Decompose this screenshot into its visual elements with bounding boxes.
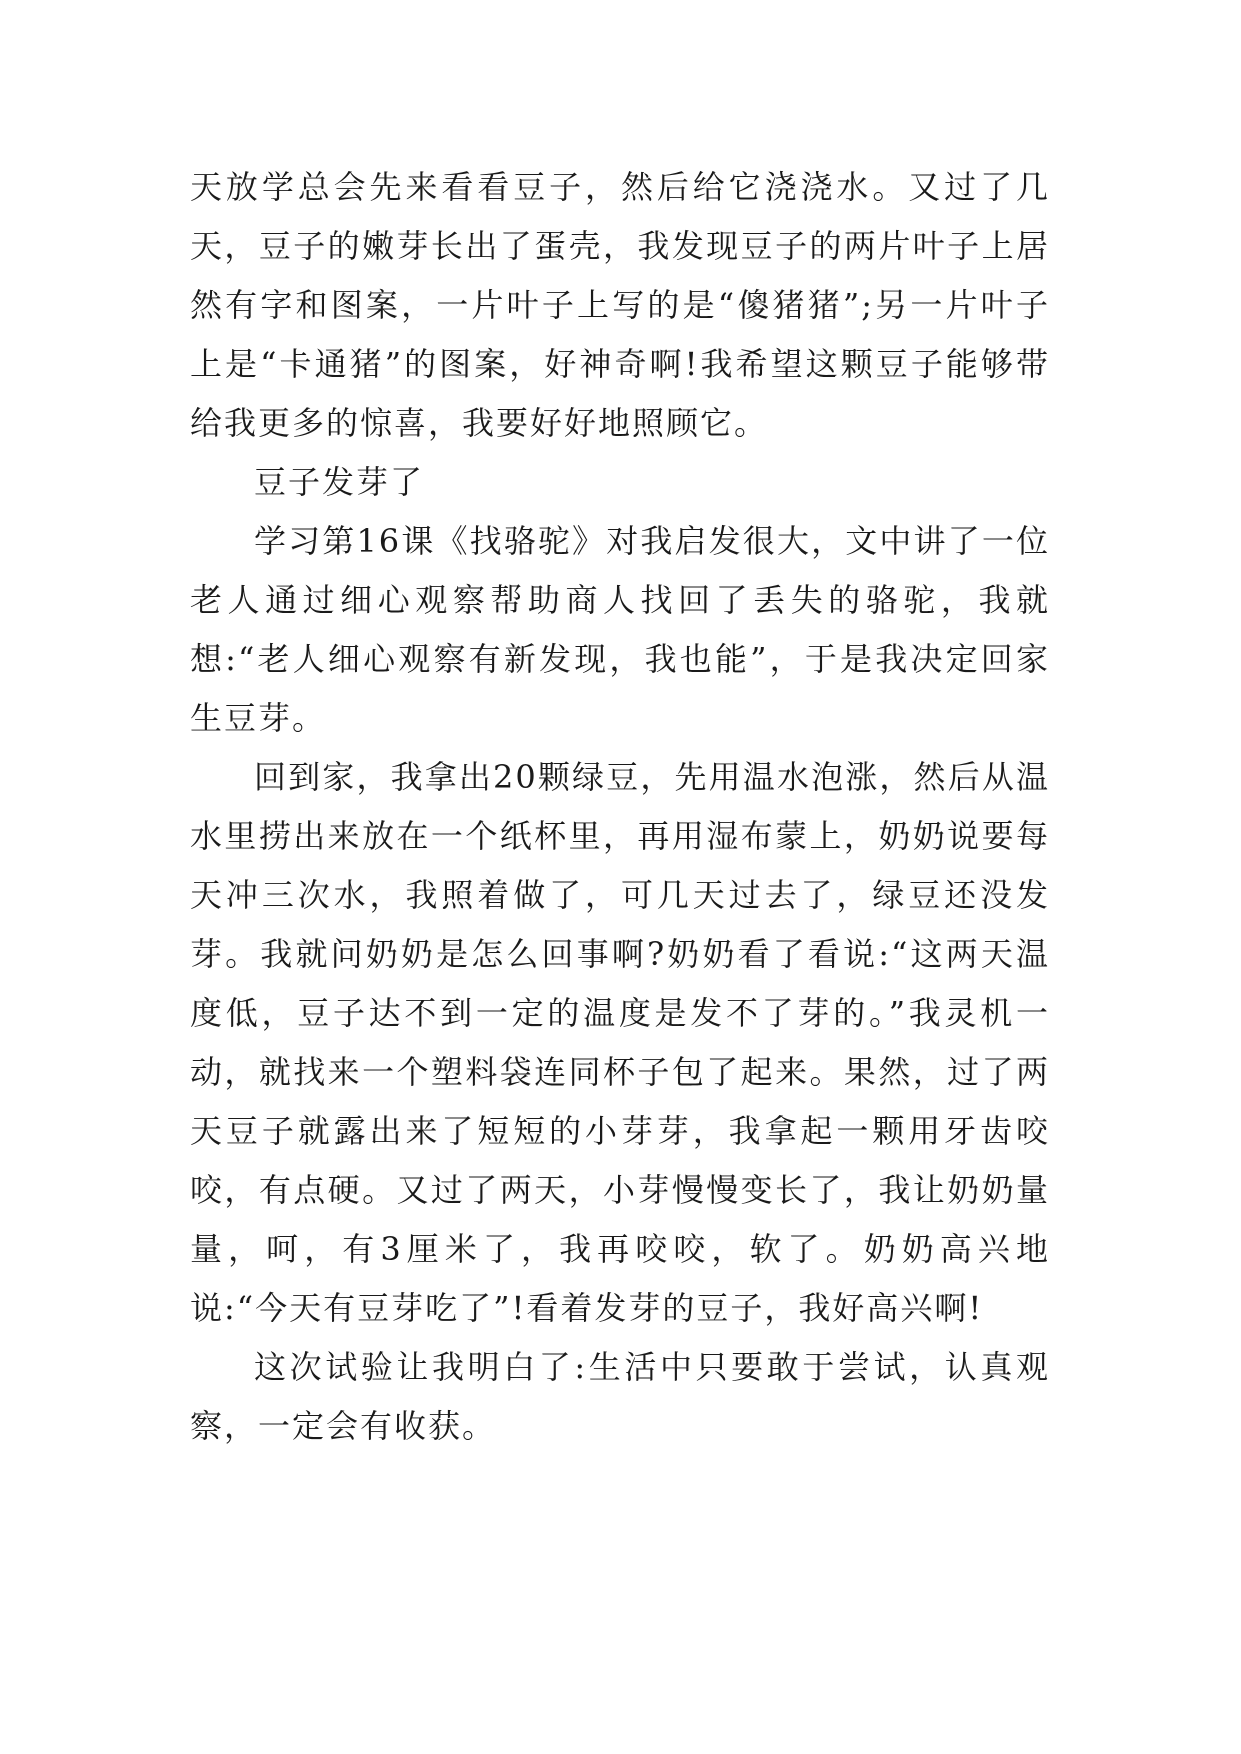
paragraph: 回到家，我拿出20颗绿豆，先用温水泡涨，然后从温水里捞出来放在一个纸杯里，再用湿布蒙上，奶奶说要每天冲三次水，我照着做了，可几天过去了，绿豆还没发芽。我就问奶奶是怎么回事啊?奶奶看了看说:“这两天温度低，豆子达不到一定的温度是发不了芽的。”我灵机一动，就找来一个塑料袋连同杯子包了起来。果然，过了两天豆子就露出来了短短的小芽芽，我拿起一颗用牙齿咬咬，有点硬。又过了两天，小芽慢慢变长了，我让奶奶量量，呵，有3厘米了，我再咬咬，软了。奶奶高兴地说:“今天有豆芽吃了”!看着发芽的豆子，我好高兴啊! [190, 758, 1050, 1327]
paragraph-continued: 天放学总会先来看看豆子，然后给它浇浇水。又过了几天，豆子的嫩芽长出了蛋壳，我发现豆子的两片叶子上居然有字和图案，一片叶子上写的是“傻猪猪”;另一片叶子上是“卡通猪”的图案，好神奇啊!我希望这颗豆子能够带给我更多的惊喜，我要好好地照顾它。 [190, 168, 1050, 442]
section-heading: 豆子发芽了 [254, 463, 425, 501]
paragraph-conclusion: 这次试验让我明白了:生活中只要敢于尝试，认真观察，一定会有收获。 [190, 1348, 1050, 1445]
document-body [190, 158, 1050, 1456]
paragraph: 学习第16课《找骆驼》对我启发很大，文中讲了一位老人通过细心观察帮助商人找回了丢失的骆驼，我就想:“老人细心观察有新发现，我也能”，于是我决定回家生豆芽。 [190, 522, 1050, 737]
